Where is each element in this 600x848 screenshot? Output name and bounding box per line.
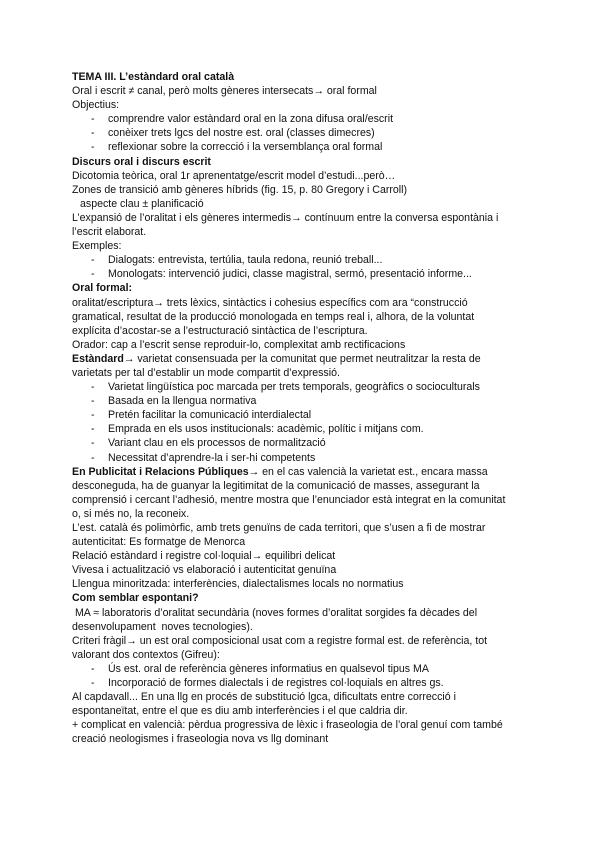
paragraph-line: espontaneïtat, entre el que es diu amb interferències i el que caldria dir. [72,705,408,718]
document-page [72,70,540,747]
intro-line: Oral i escrit ≠ canal, però molts gèneres intersecats→ oral formal [72,85,377,98]
section-heading-semblar: Com semblar espontani? [72,592,199,605]
paragraph-line: Llengua minoritzada: interferències, dialectalismes locals no normatius [72,578,404,591]
paragraph-line: gramatical, resultat de la producció monologada en temps real i, alhora, de la voluntat [72,310,475,323]
paragraph-line: l’escrit elaborat. [72,226,147,239]
bullet-dash: - [91,662,95,675]
paragraph-line: Dicotomia teòrica, oral 1r aprenentatge/escrit model d’estudi...però… [72,169,396,182]
estandard-label: Estàndard [72,352,124,365]
exemples-label: Exemples: [72,240,122,253]
paragraph-line: comprensió i cercant l’adhesió, mentre mostra que l’enunciador està integrat en la comunitat [72,493,506,506]
paragraph-line: MA ≈ laboratoris d’oralitat secundària (noves formes d’oralitat sorgides fa dècades del [72,606,478,619]
list-item: - Incorporació de formes dialectals i de registres col·loquials en altres gs. [91,677,444,690]
list-item: - Varietat lingüística poc marcada per trets temporals, geogràfics o socioculturals [91,381,480,394]
list-item: - Necessitat d’aprendre-la i ser-hi competents [91,451,316,464]
list-item: - Variant clau en els processos de normalització [91,437,326,450]
paragraph-line: desenvolupament noves tecnologies). [72,620,253,633]
paragraph-line: aspecte clau ± planificació [80,197,204,210]
list-item: - Ús est. oral de referència gèneres informatius en qualsevol tipus MA [91,662,429,675]
paragraph-line: varietats per tal d’establir un mode compartit d’expressió. [72,366,340,379]
bullet-dash: - [91,127,95,140]
list-item: - Monologats: intervenció judici, classe magistral, sermó, presentació informe... [91,268,472,281]
bullet-dash: - [91,141,95,154]
objectius-label: Objectius: [72,99,120,112]
list-item: - comprendre valor estàndard oral en la zona difusa oral/escrit [91,113,394,126]
section-heading-oral-formal: Oral formal: [72,282,133,295]
paragraph-line: Orador: cap a l’escrit sense reproduir-lo, complexitat amb rectificacions [72,338,406,351]
bullet-dash: - [91,677,95,690]
bullet-dash: - [91,268,95,281]
document-title: TEMA III. L’estàndard oral català [72,71,235,83]
list-item: - Emprada en els usos institucionals: acadèmic, polític i mitjans com. [91,423,424,436]
list-item: - Pretén facilitar la comunicació interdialectal [91,409,312,422]
bullet-dash: - [91,254,95,267]
paragraph-line: Relació estàndard i registre col·loquial→ equilibri delicat [72,550,336,563]
paragraph-line: Criteri fràgil→ un est oral composicional usat com a registre formal est. de referència, tot [72,634,488,647]
paragraph-line: valorant dos contextos (Gifreu): [72,648,220,661]
paragraph-line: L’expansió de l’oralitat i els gèneres intermedis→ contínuum entre la conversa espontània i [72,211,499,224]
paragraph-line: L’est. català és polimòrfic, amb trets genuïns de cada territori, que s’usen a fi de mostrar [72,522,486,534]
paragraph-line: Zones de transició amb gèneres híbrids (fig. 15, p. 80 Gregory i Carroll) [72,183,408,196]
bullet-dash: - [91,395,95,408]
bullet-dash: - [91,381,95,394]
paragraph-line: Vivesa i actualització vs elaboració i autenticitat genuïna [72,564,337,577]
bullet-dash: - [91,423,95,436]
bullet-dash: - [91,451,95,464]
estandard-line: Estàndard→ varietat consensuada per la comunitat que permet neutralitzar la resta de [72,352,481,365]
bullet-dash: - [91,113,95,126]
list-item: - Basada en la llengua normativa [91,395,257,408]
paragraph-line: oralitat/escriptura→ trets lèxics, sintàctics i cohesius específics com ara “construcció [72,296,468,309]
paragraph-line: o, si més no, la reconeix. [72,507,190,520]
paragraph-line: explícita d’acostar-se a l’estructuració sintàctica de l’escriptura. [72,324,368,337]
bullet-dash: - [91,437,95,450]
list-item: - Dialogats: entrevista, tertúlia, taula redona, reunió treball... [91,254,383,267]
section-heading-discurs: Discurs oral i discurs escrit [72,155,211,168]
paragraph-line: autenticitat: Es formatge de Menorca [72,536,246,549]
list-item: - conèixer trets lgcs del nostre est. oral (classes dimecres) [91,127,375,140]
paragraph-line: creació neologismes i fraseologia nova vs llg dominant [72,733,329,746]
bullet-dash: - [91,409,95,422]
publicitat-line: En Publicitat i Relacions Públiques→ en el cas valencià la varietat est., encara massa [72,465,488,478]
publicitat-label: En Publicitat i Relacions Públiques [72,465,249,478]
list-item: - reflexionar sobre la correcció i la versemblança oral formal [91,141,383,154]
paragraph-line: desconeguda, ha de guanyar la legitimitat de la comunicació de masses, assegurant la [72,479,480,492]
paragraph-line: + complicat en valencià: pèrdua progressiva de lèxic i fraseologia de l’oral genuí com també [72,719,503,732]
paragraph-line: Al capdavall... En una llg en procés de substitució lgca, dificultats entre correcció i [72,691,456,704]
